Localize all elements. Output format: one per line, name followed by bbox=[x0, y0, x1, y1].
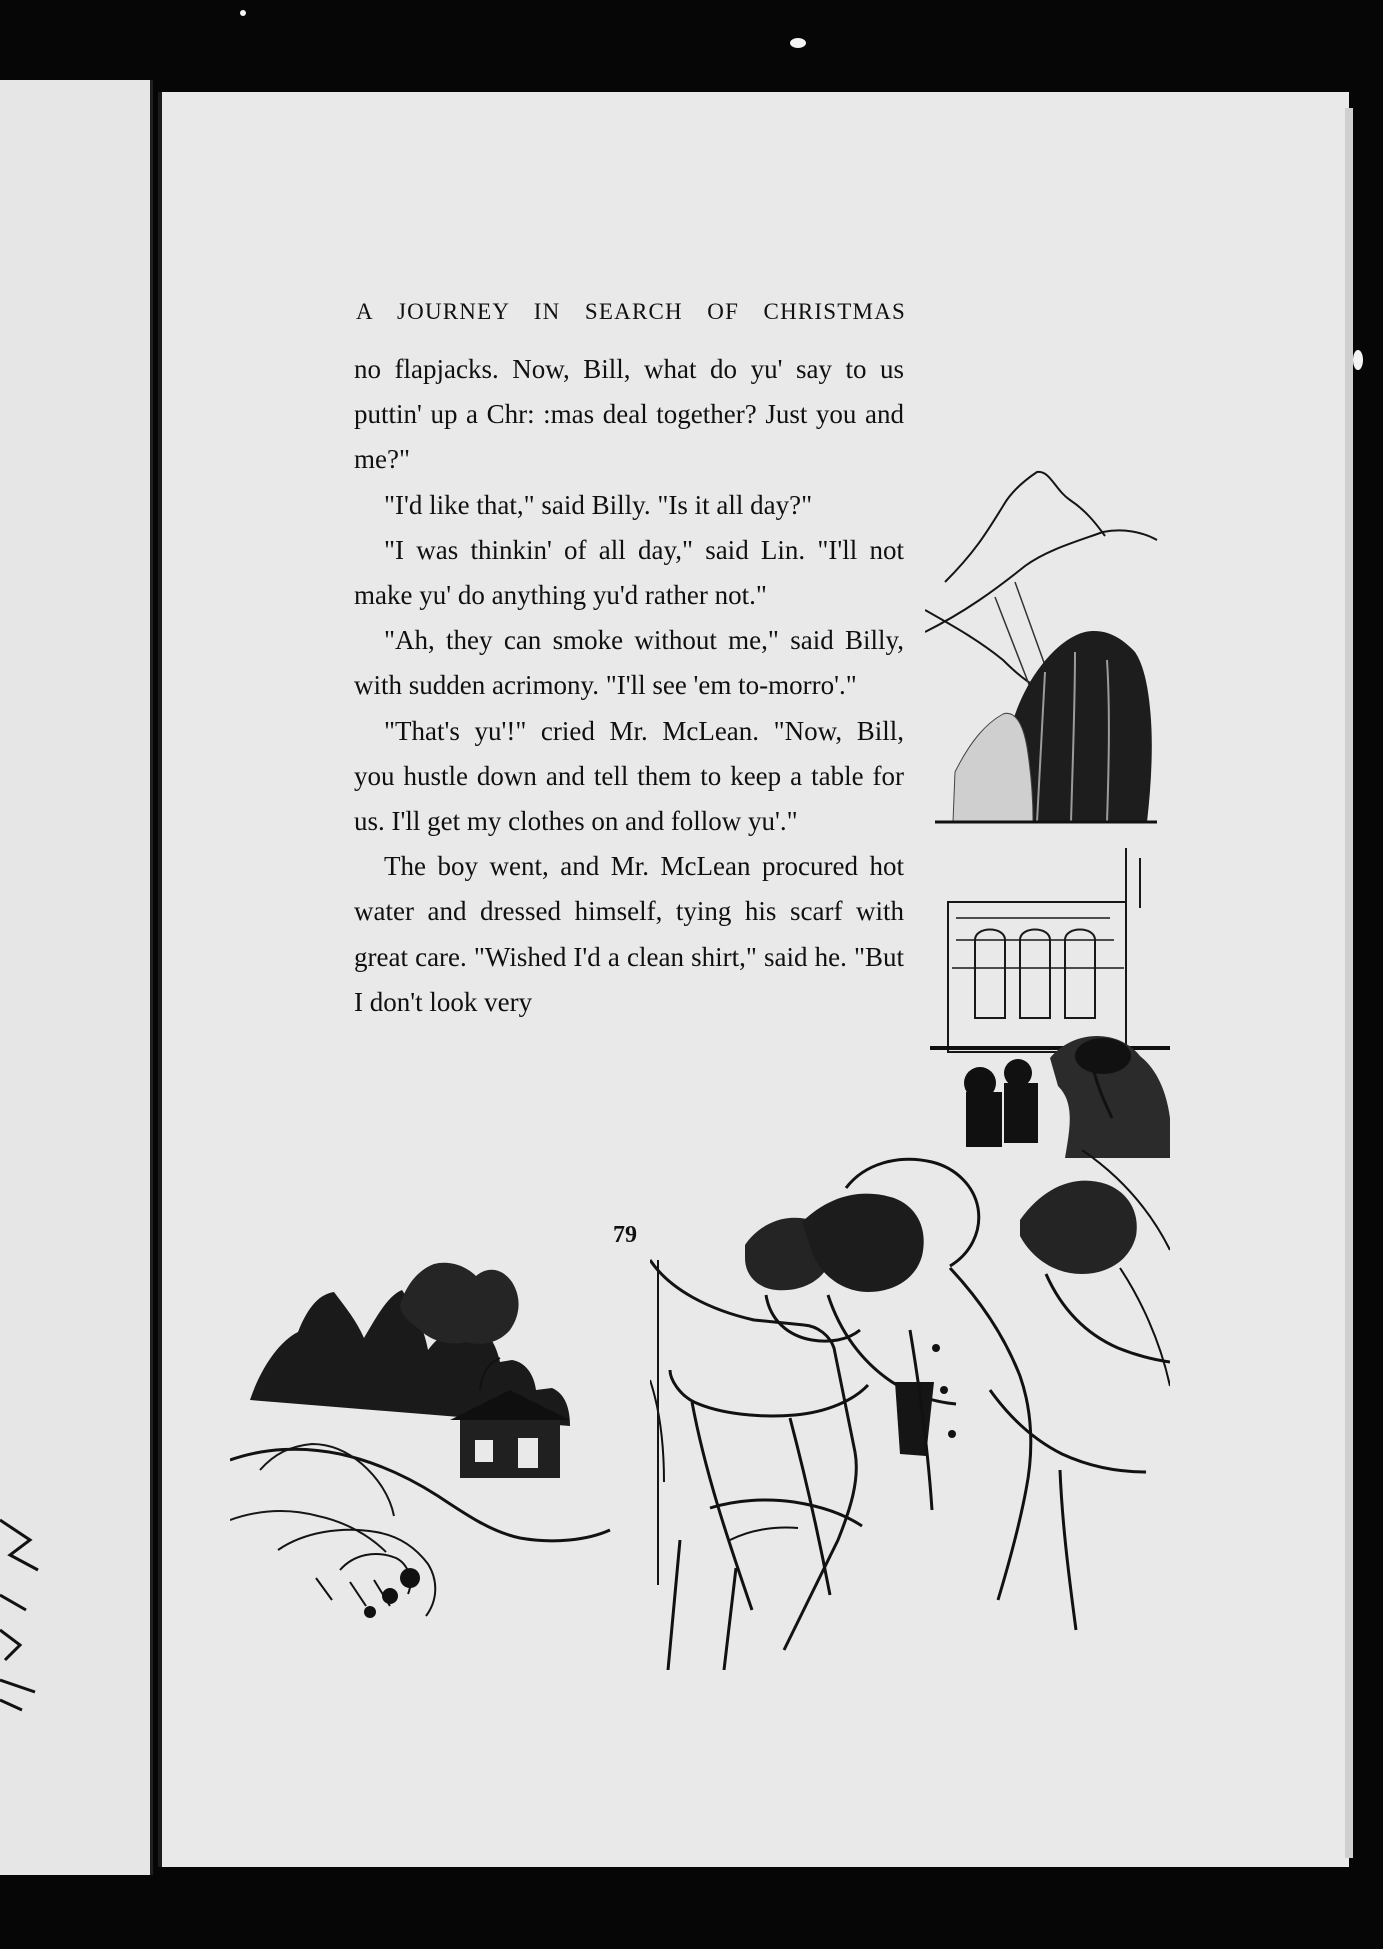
paragraph-3: "I was thinkin' of all day," said Lin. "I'll not make yu' do anything yu'd rather not." bbox=[354, 534, 904, 611]
paragraph-5: "That's yu'!" cried Mr. McLean. "Now, Bill, you hustle down and tell them to keep a table for us. I'll get my clothes on and follow yu'." bbox=[354, 715, 904, 837]
scan-speck-2 bbox=[1353, 350, 1363, 370]
left-page-illustration-fragment bbox=[0, 1500, 50, 1720]
paragraph-1: no flapjacks. Now, Bill, what do yu' say to us puttin' up a Chr: :mas deal together? Just you and me?" bbox=[354, 354, 904, 475]
paragraph-4: "Ah, they can smoke without me," said Billy, with sudden acrimony. "I'll see 'em to-morro'." bbox=[354, 625, 904, 701]
left-page-edge bbox=[0, 80, 153, 1875]
boys-illustration bbox=[650, 1150, 1170, 1670]
body-text bbox=[354, 347, 904, 1025]
illustration-divider bbox=[657, 1260, 659, 1585]
page-edge-shadow bbox=[1345, 108, 1353, 1858]
cabin-illustration bbox=[230, 1250, 650, 1635]
page-number: 79 bbox=[613, 1222, 637, 1248]
scan-speck-3 bbox=[240, 10, 246, 16]
paragraph-2: "I'd like that," said Billy. "Is it all day?" bbox=[384, 489, 813, 520]
city-street-illustration bbox=[930, 848, 1170, 1158]
scan-speck-1 bbox=[790, 38, 806, 48]
mountain-illustration bbox=[925, 462, 1165, 832]
paragraph-6: The boy went, and Mr. McLean procured hot water and dressed himself, tying his scarf with great care. "Wished I'd a clean shirt," said he. "But I don't look very bbox=[354, 851, 904, 1017]
running-head: A JOURNEY IN SEARCH OF CHRISTMAS bbox=[356, 299, 906, 324]
